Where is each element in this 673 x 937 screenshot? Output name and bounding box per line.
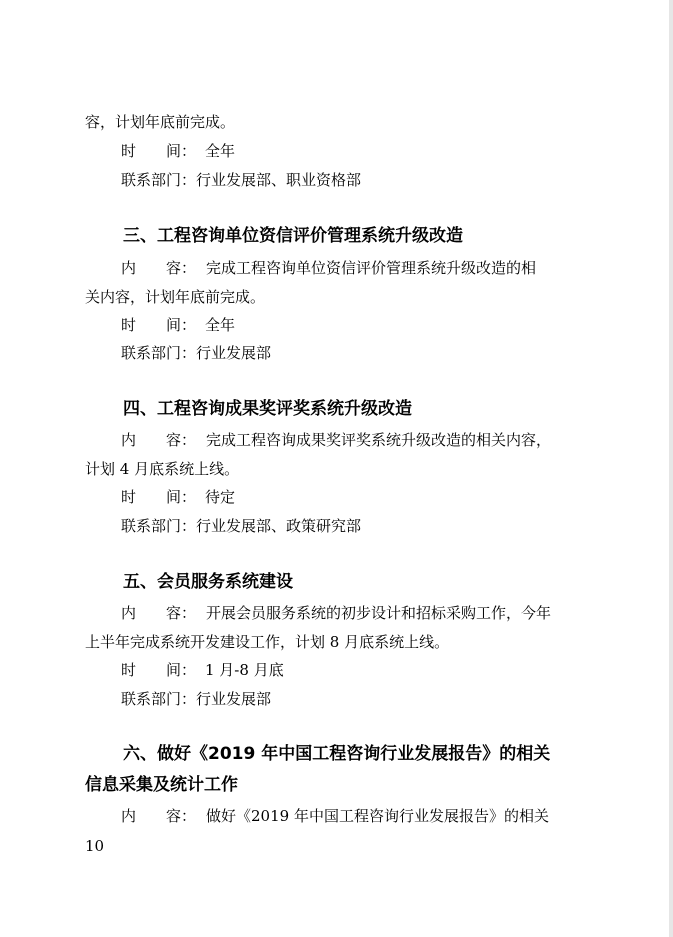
page-number: 10 — [85, 837, 105, 855]
content-line — [121, 430, 551, 450]
section-heading-6: 六、做好《2019 年中国工程咨询行业发展报告》的相关 — [123, 744, 551, 764]
content-line — [121, 806, 549, 826]
time-label: 时 间： — [121, 142, 197, 160]
time-label: 时 间： — [121, 316, 197, 334]
content-value: 完成工程咨询成果奖评奖系统升级改造的相关内容， — [206, 431, 552, 449]
content-label: 内 容： — [121, 604, 197, 622]
time-value: 全年 — [205, 316, 236, 334]
section-heading-6-continued: 信息采集及统计工作 — [85, 775, 238, 795]
content-line-continued: 计划 4 月底系统上线。 — [85, 460, 240, 478]
time-line — [121, 660, 284, 680]
time-value: 1 月-8 月底 — [205, 661, 284, 679]
text-line: 容，计划年底前完成。 — [85, 113, 236, 131]
time-value: 全年 — [205, 142, 236, 160]
time-line — [121, 487, 235, 507]
contact-line: 联系部门：行业发展部 — [121, 344, 272, 362]
content-line-continued: 上半年完成系统开发建设工作，计划 8 月底系统上线。 — [85, 633, 450, 651]
time-label: 时 间： — [121, 488, 197, 506]
section-heading-3: 三、工程咨询单位资信评价管理系统升级改造 — [123, 226, 463, 246]
contact-line: 联系部门：行业发展部 — [121, 690, 272, 708]
content-label: 内 容： — [121, 807, 197, 825]
section-heading-5: 五、会员服务系统建设 — [123, 572, 293, 592]
time-label: 时 间： — [121, 661, 197, 679]
contact-line: 联系部门：行业发展部、政策研究部 — [121, 517, 362, 535]
content-line — [121, 258, 536, 278]
contact-line: 联系部门：行业发展部、职业资格部 — [121, 171, 362, 189]
page-edge — [669, 0, 673, 937]
time-line — [121, 141, 235, 161]
content-line — [121, 603, 551, 623]
content-label: 内 容： — [121, 259, 197, 277]
section-heading-4: 四、工程咨询成果奖评奖系统升级改造 — [123, 399, 412, 419]
time-line — [121, 315, 235, 335]
content-value: 开展会员服务系统的初步设计和招标采购工作，今年 — [206, 604, 552, 622]
time-value: 待定 — [205, 488, 236, 506]
content-line-continued: 关内容，计划年底前完成。 — [85, 288, 266, 306]
content-value: 完成工程咨询单位资信评价管理系统升级改造的相 — [206, 259, 537, 277]
content-label: 内 容： — [121, 431, 197, 449]
content-value: 做好《2019 年中国工程咨询行业发展报告》的相关 — [206, 807, 549, 825]
